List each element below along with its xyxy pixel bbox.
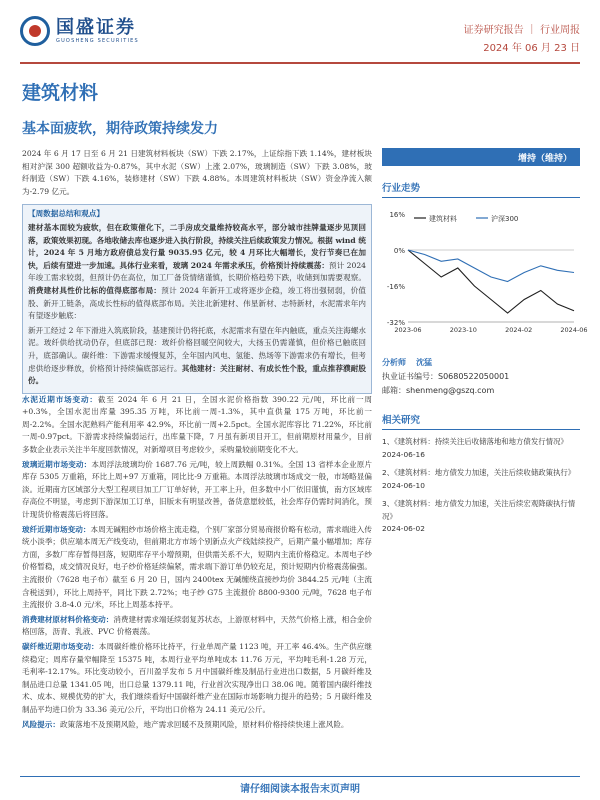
logo-en: GUOSHENG SECURITIES (56, 37, 139, 44)
related-item-date: 2024-06-10 (382, 480, 425, 490)
related-item-title: 3、《建筑材料：地方债发力加速，关注后续宏观降碳执行情况》 (382, 499, 576, 521)
x-tick-label: 2024-06 (560, 326, 588, 334)
market-paragraph-label: 风险提示： (22, 719, 60, 729)
y-tick-label: 0% (393, 247, 405, 255)
box-p3-bold: 其他建材： (181, 363, 221, 373)
logo-mark-icon (20, 16, 50, 46)
trend-chart (382, 204, 588, 344)
box-paragraph-1 (28, 222, 366, 323)
box-p2-rest: 预计 2024 年新开工或将逐步企稳，竣工将出强韧弱，价值股、新开工链条，高成长性标的值得底部布局。关注北新建材、伟星新材、志特新材，水泥需求年内有望逐步触底： (28, 285, 366, 321)
box-p3: 新开工经过 2 年下滑进入筑底阶段，基建预计仍将托底，水泥需求有望在年内触底，重点关注海螺水泥。玻纤供给扰动仍存，但底部已现：玻纤价格回暖空间较大，大扬玉仍需谨慎，但价格已触底回升，底部确认。碳纤维：下游需求缓慢复苏，全年国内风电、氢能、热场等下游需求仍有增长，但考虑供给逐步释放，价格预计持续偏底部运行。 (28, 325, 366, 373)
analyst-block (382, 356, 580, 398)
box-p3-rest: 关注耐材、有成长性个股，重点推荐濮耐股份。 (28, 363, 367, 386)
logo-cn: 国盛证券 (56, 16, 136, 38)
market-paragraph (22, 719, 372, 732)
report-headline: 基本面疲软，期待政策持续发力 (22, 121, 218, 137)
market-paragraph-text: 本周浮法玻璃均价 1687.76 元/吨，较上周跌幅 0.31%。全国 13 省样本企业原片库存 5305 万重箱，环比上周+97 万重箱，同比比-9 万重箱。本周浮法玻璃市场成交一般，市场略显偏淡。近期南方区域部分大型工程项目加工厂订单好转，开工率上升，但多数中小厂依旧谨慎，南方区域库存高位不明显，考虑到下游深加工订单，旧版未有明显改善，备货意愿较低，社会库存仍需时间消化，预计现货价格震荡后将回落。 (22, 459, 372, 520)
market-paragraph-text: 消费建材需求端延续弱复苏状态，上游原材料中，天然气价格上涨，相合金价格回落，沥青、乳液、PVC 价格震荡。 (22, 614, 373, 637)
box-p1-bold: 建材基本面较为疲软，但在政策催化下，二手房成交量维持较高水平，部分城市挂牌量逐步见顶回落，政策效果初现。各地收储去库也逐步进入执行阶段，持续关注后续政策发力情况。根据 wind 统计，2024 年 5 月地方政府债总发行量 9035.95 亿元，较 4 月环比大幅增长，发行节奏已在加快，后续有望进一步加速。具体行业来看，玻璃 2024 年需求承压，价格预计持续震荡： (28, 222, 366, 270)
market-paragraph-label: 玻纤近期市场变动： (22, 524, 91, 534)
market-paragraph (22, 459, 372, 522)
market-paragraph-label: 玻璃近期市场变动： (22, 459, 92, 469)
x-tick-label: 2023-06 (394, 326, 422, 334)
x-tick-label: 2024-02 (505, 326, 533, 334)
legend-label: 建筑材料 (429, 215, 457, 223)
market-paragraph (22, 614, 372, 639)
logo (20, 16, 139, 46)
related-item-date: 2024-06-02 (382, 524, 425, 533)
market-paragraph (22, 524, 372, 612)
summary-box-head: 【周数据总结和观点】 (28, 209, 104, 219)
sidebar (382, 148, 588, 542)
main-content (22, 148, 372, 733)
analyst-role: 分析师 (382, 358, 406, 367)
report-title: 建筑材料 (22, 82, 99, 104)
series-line-1 (408, 250, 574, 282)
footer-divider (20, 776, 580, 777)
related-item[interactable] (382, 467, 580, 492)
analyst-email[interactable]: 邮箱：shenmeng@gszq.com (382, 386, 495, 395)
box-p2-bold: 消费建材具性价比标的值得底部布局： (28, 285, 162, 295)
market-paragraphs (22, 394, 372, 731)
y-tick-label: 16% (389, 211, 405, 219)
related-item[interactable] (382, 498, 580, 536)
market-paragraph-label: 水泥近期市场变动： (22, 394, 98, 404)
market-paragraph (22, 641, 372, 717)
summary-paragraph: 2024 年 6 月 17 日至 6 月 21 日建筑材料板块（SW）下跌 2.17%，上证综指下跌 1.14%，建材板块相对沪深 300 超额收益为-0.87%，其中水泥（SW）上涨 2.07%，玻璃制造（SW）下跌 3.08%，玻纤制造（SW）下跌 4.16%，装修建材（SW）下跌 4.88%。本周建筑材料板块（SW）资金净流入额为-2.79 亿元。 (22, 149, 372, 196)
series-line-0 (408, 250, 574, 313)
y-tick-label: -16% (386, 283, 405, 291)
report-category: 证券研究报告 ｜ 行业周报 (463, 25, 580, 36)
box-paragraph-2 (28, 325, 366, 388)
related-item-date: 2024-06-16 (382, 449, 425, 459)
trend-title: 行业走势 (382, 180, 580, 198)
related-title: 相关研究 (382, 412, 580, 430)
summary-box (22, 204, 372, 393)
trend-chart-svg (382, 204, 588, 344)
analyst-name: 沈猛 (416, 358, 433, 367)
y-tick-label: -32% (386, 319, 405, 327)
footer-disclaimer: 请仔细阅读本报告末页声明 (240, 784, 360, 795)
related-item-title: 1、《建筑材料：持续关注后收储落地和地方债发行情况》 (382, 437, 568, 446)
rating-badge: 增持（维持） (382, 148, 580, 166)
analyst-license: 执业证书编号：S0680522050001 (382, 372, 510, 381)
legend-label: 沪深300 (491, 215, 519, 223)
report-date: 2024 年 06 月 23 日 (483, 43, 580, 54)
market-paragraph (22, 394, 372, 457)
market-paragraph-text: 本周无碱粗纱市场价格主流走稳，个别厂家部分贸易商报价略有松动，需求端进入传统小淡季；供应端本周无产线变动，但前期北方市场个别新点火产线陆续投产，后期产量小幅增加；库存方面，多数厂库存暂得回落，短期库存平小增预期，但供需关系不大，短期内主流价格稳定。本周电子纱价格暂稳，成交情况良好，电子纱价格延续偏紧，需求端下游订单仍较充足，预计短期内价格震荡偏强。主流报价（7628 电子布）截至 6 月 20 日，国内 2400tex 无碱缠绕直接纱均价 3844.25 元/吨（主流含税送到），环比上周持平，同比下跌 2.72%；电子纱 G75 主流报价 8800-9300 元/吨，7628 电子布主流报价 3.8-4.0 元/米，环比上周基本持平。 (22, 524, 372, 610)
market-paragraph-label: 碳纤维近期市场变动： (22, 641, 99, 651)
header-meta (464, 24, 580, 56)
header-divider (20, 62, 580, 64)
related-list (382, 436, 580, 536)
related-item[interactable] (382, 436, 580, 461)
box-p1-rest: 预计 2024 年竣工需求较弱，但预计仍在高位，加工厂备货情绪谨慎，长期价格趋势下跌，收储到加需要观察。 (28, 260, 366, 283)
market-paragraph-label: 消费建材原材料价格变动： (22, 614, 114, 624)
market-paragraph-text: 本周碳纤维价格环比持平，行业单周产量 1123 吨，开工率 46.4%。生产供应继续稳定；周库存量窄幅降至 15375 吨，本周行业平均单吨成本 11.76 万元，平均吨毛利-1.28 万元，毛利率-12.17%。环比变动较小，百川盈孚发布 5 月中国碳纤维及制品行业进出口数据，5 月碳纤维及制品进口总量 1341.05 吨，出口总量 1379.11 吨，行业首次实现净出口 38.06 吨。随着国内碳纤维技术、成本、规模优势的扩大，我们继续看好中国碳纤维产业在国际市场影响力提升的趋势；5 月碳纤维及制品平均进口价为 33.36 美元/公斤，平均出口价格为 24.11 美元/公斤。 (22, 641, 373, 714)
market-paragraph-text: 截至 2024 年 6 月 21 日，全国水泥价格指数 390.22 元/吨，环比前一周+0.3%，全国水泥出库量 395.35 万吨，环比前一周-1.3%，其中直供量 175 万吨，环比前一周-2.2%。全国水泥熟料产能利用率 42.9%，环比前一周+2.5pct。全国水泥库容比 71.22%，环比前一周-0.97pct。下游需求持续偏弱运行，出库量下降，7 月虽有新项目开工，但前期原材用量少，目前多数企业表示关注半年度回款情况，对新增项目考虑较少，采购量较前期变化不大。 (22, 394, 372, 455)
x-tick-label: 2023-10 (449, 326, 477, 334)
market-paragraph-text: 政策落地不及预期风险，地产需求回暖不及预期风险，原材料价格持续快速上涨风险。 (59, 719, 349, 729)
related-item-title: 2、《建筑材料：地方债发力加速，关注后续收储政策执行》 (382, 468, 576, 477)
